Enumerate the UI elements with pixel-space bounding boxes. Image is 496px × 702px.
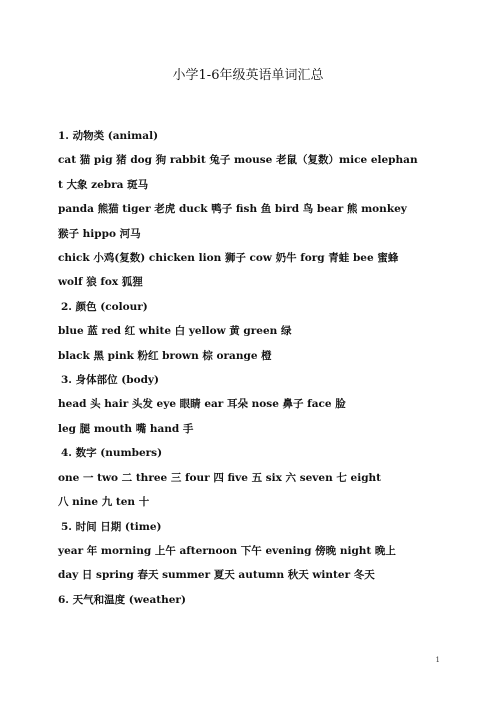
section-heading-weather: 6. 天气和温度 (weather) [58, 593, 186, 606]
word-line: year 年 morning 上午 afternoon 下午 evening 傍晚 night 晚上 [58, 544, 396, 557]
word-line: t 大象 zebra 斑马 [58, 178, 149, 191]
word-line: chick 小鸡(复数) chicken lion 狮子 cow 奶牛 forg 青蛙 bee 蜜蜂 [58, 252, 399, 265]
word-line: panda 熊猫 tiger 老虎 duck 鸭子 fish 鱼 bird 鸟 bear 熊 monkey [58, 203, 407, 216]
word-list [58, 124, 438, 612]
section-heading-animal: 1. 动物类 (animal) [58, 130, 159, 142]
word-line: cat 猫 pig 猪 dog 狗 rabbit 兔子 mouse 老鼠（复数）mice elephan [58, 154, 418, 167]
word-line: one 一 two 二 three 三 four 四 five 五 six 六 seven 七 eight [58, 471, 382, 484]
section-heading-time: 5. 时间 日期 (time) [61, 520, 162, 533]
word-line: black 黑 pink 粉红 brown 棕 orange 橙 [58, 349, 272, 362]
word-line: wolf 狼 fox 狐狸 [58, 276, 143, 289]
word-line: 猴子 hippo 河马 [58, 227, 141, 240]
word-line: blue 蓝 red 红 white 白 yellow 黄 green 绿 [58, 325, 292, 338]
section-heading-numbers: 4. 数字 (numbers) [61, 447, 163, 460]
document-title: 小学1-6年级英语单词汇总 [172, 68, 324, 83]
word-line: leg 腿 mouth 嘴 hand 手 [58, 422, 194, 435]
section-heading-body: 3. 身体部位 (body) [61, 374, 159, 387]
word-line: 八 nine 九 ten 十 [58, 496, 150, 509]
page-number: 1 [435, 656, 440, 664]
word-line: head 头 hair 头发 eye 眼睛 ear 耳朵 nose 鼻子 face 脸 [58, 398, 346, 411]
section-heading-colour: 2. 颜色 (colour) [61, 300, 148, 313]
word-line: day 日 spring 春天 summer 夏天 autumn 秋天 winter 冬天 [58, 569, 375, 582]
